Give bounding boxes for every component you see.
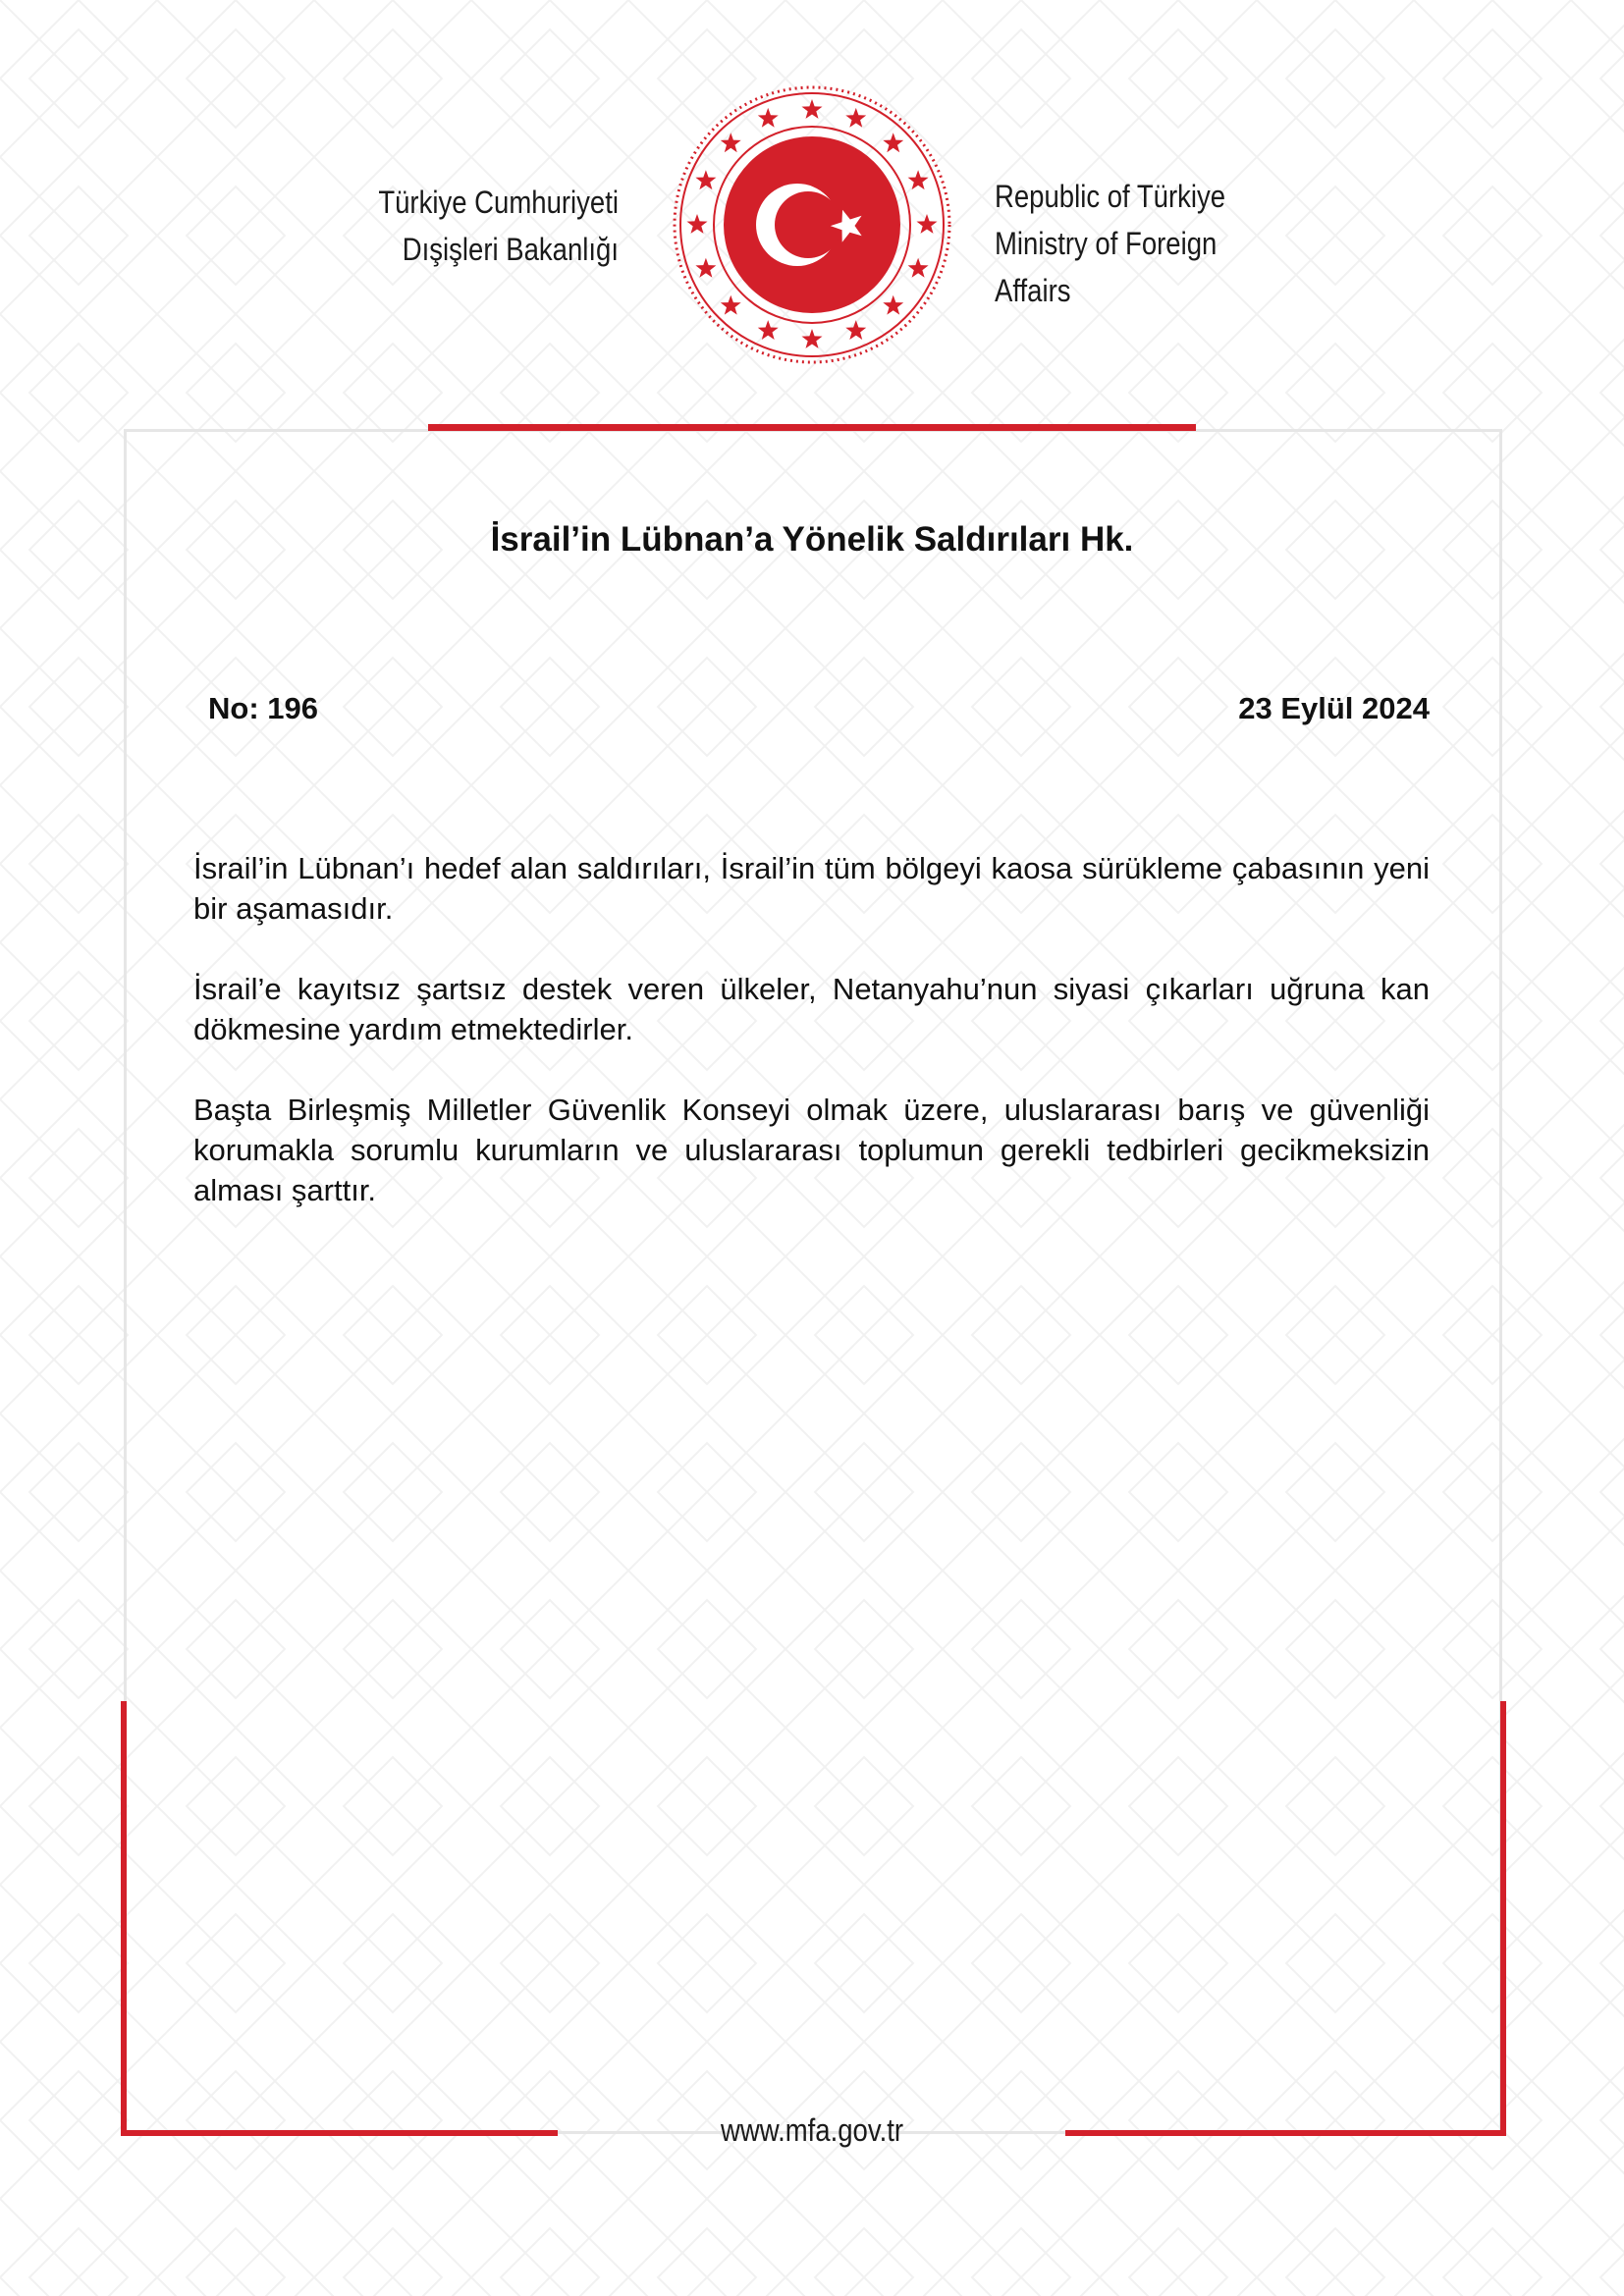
- frame-right-red-corner: [1500, 1701, 1506, 2136]
- seal-star-icon: [721, 133, 741, 152]
- ministry-name-english: [995, 173, 1281, 314]
- content-frame: [124, 429, 1502, 2132]
- header-right-line2: Ministry of Foreign Affairs: [995, 226, 1218, 308]
- body-paragraph-1: İsrail’in Lübnan’ı hedef alan saldırıları, İsrail’in tüm bölgeyi kaosa sürükleme çabasının yeni bir aşamasıdır.: [193, 851, 1430, 926]
- seal-star-icon: [908, 258, 929, 278]
- frame-left-red-corner: [121, 1701, 127, 2136]
- body-paragraph-2: İsrail’e kayıtsız şartsız destek veren ülkeler, Netanyahu’nun siyasi çıkarları uğruna kan dökmesine yardım etmektedirler.: [193, 972, 1430, 1046]
- header-left-line2: Dışişleri Bakanlığı: [402, 232, 619, 267]
- seal-star-icon: [695, 258, 716, 278]
- seal-star-icon: [687, 214, 708, 234]
- frame-top-red-bar: [428, 424, 1196, 431]
- seal-star-icon: [917, 214, 938, 234]
- seal-star-icon: [802, 329, 823, 348]
- seal-star-icon: [758, 108, 779, 128]
- frame-bottom-right-red-bar: [1065, 2130, 1506, 2136]
- document-title: İsrail’in Lübnan’a Yönelik Saldırıları Hk.: [490, 520, 1134, 559]
- frame-bottom-left-red-bar: [121, 2130, 558, 2136]
- body-paragraph-3: Başta Birleşmiş Milletler Güvenlik Konseyi olmak üzere, uluslararası barış ve güvenliği korumakla sorumlu kurumların ve uluslararası toplumun gerekli tedbirleri gecikmeksizin alması şarttır.: [193, 1093, 1430, 1207]
- header-right-line1: Republic of Türkiye: [995, 179, 1226, 214]
- document-date: 23 Eylül 2024: [1238, 691, 1430, 725]
- seal-star-icon: [802, 99, 823, 119]
- seal-star-icon: [845, 320, 866, 340]
- seal-star-icon: [908, 170, 929, 189]
- seal-star-icon: [721, 295, 741, 315]
- header-left-line1: Türkiye Cumhuriyeti: [378, 185, 619, 220]
- seal-star-icon: [758, 320, 779, 340]
- seal-icon: [670, 82, 954, 367]
- ministry-name-turkish: [374, 179, 619, 273]
- document-number: No: 196: [208, 691, 318, 725]
- seal-star-icon: [883, 133, 903, 152]
- seal-star-icon: [695, 170, 716, 189]
- document-body: [193, 848, 1430, 1251]
- seal-star-icon: [845, 108, 866, 128]
- footer-website-link[interactable]: www.mfa.gov.tr: [720, 2112, 904, 2148]
- seal-star-icon: [883, 295, 903, 315]
